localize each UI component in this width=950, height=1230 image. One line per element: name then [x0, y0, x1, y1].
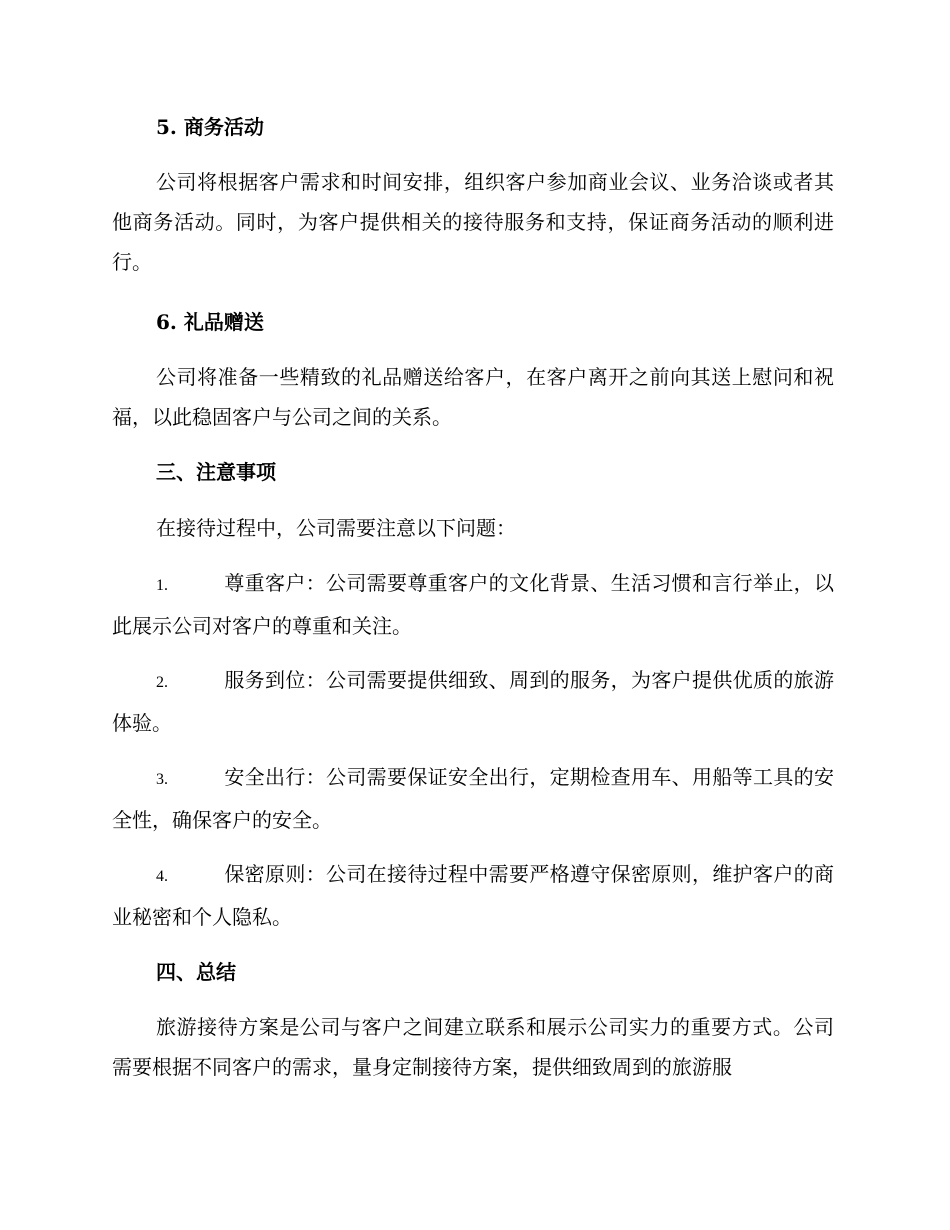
list-item-number: 4.	[156, 868, 168, 885]
section-paragraph-business-activities: 公司将根据客户需求和时间安排，组织客户参加商业会议、业务洽谈或者其他商务活动。同时，为客户提供相关的接待服务和支持，保证商务活动的顺利进行。	[112, 170, 834, 274]
section-heading-notes: 三、注意事项	[156, 460, 276, 484]
section-paragraph-summary: 旅游接待方案是公司与客户之间建立联系和展示公司实力的重要方式。公司需要根据不同客户的需求，量身定制接待方案，提供细致周到的旅游服	[112, 1015, 834, 1079]
list-item-text: 安全出行：公司需要保证安全出行，定期检查用车、用船等工具的安全性，确保客户的安全。	[112, 765, 834, 832]
list-item	[112, 757, 834, 840]
list-item	[112, 854, 834, 937]
section-heading-summary: 四、总结	[156, 960, 236, 984]
list-item-number: 3.	[156, 771, 168, 788]
section-intro-notes: 在接待过程中，公司需要注意以下问题：	[156, 516, 516, 540]
section-heading-business-activities: 5. 商务活动	[156, 115, 264, 139]
list-item-text: 服务到位：公司需要提供细致、周到的服务，为客户提供优质的旅游体验。	[112, 668, 834, 735]
section-paragraph-gifts: 公司将准备一些精致的礼品赠送给客户，在客户离开之前向其送上慰问和祝福，以此稳固客户与公司之间的关系。	[112, 365, 834, 429]
list-item-text: 保密原则：公司在接待过程中需要严格遵守保密原则，维护客户的商业秘密和个人隐私。	[112, 862, 834, 929]
list-item-number: 1.	[156, 577, 168, 594]
list-item	[112, 563, 834, 646]
list-item-text: 尊重客户：公司需要尊重客户的文化背景、生活习惯和言行举止，以此展示公司对客户的尊重和关注。	[112, 571, 834, 638]
section-heading-gifts: 6. 礼品赠送	[156, 310, 264, 334]
list-item	[112, 660, 834, 743]
list-item-number: 2.	[156, 674, 168, 691]
